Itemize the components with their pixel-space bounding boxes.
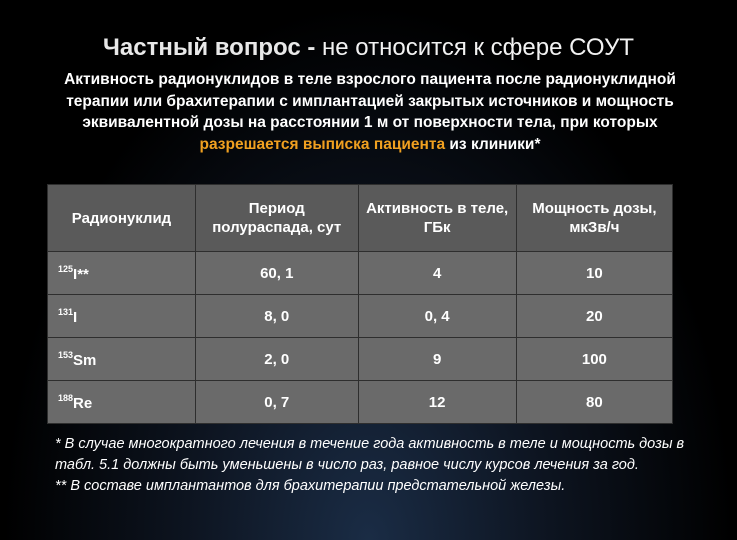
cell-dose-rate: 100 (516, 338, 672, 381)
radionuclide-table (47, 184, 673, 424)
element-symbol: Sm (73, 351, 97, 369)
cell-radionuclide (48, 252, 196, 295)
table-row (48, 338, 673, 381)
subtitle-highlight: разрешается выписка пациента (199, 135, 446, 153)
table-row (48, 252, 673, 295)
table-row (48, 295, 673, 338)
subtitle-before: Активность радионуклидов в теле взрослого пациента после радионуклидной терапии или брахитерапии с имплантацией закрытых источников и мощность эквивалентной дозы на расстоянии 1 м от поверхности тела, при которых (64, 71, 676, 131)
footnote-2: ** В составе имплантантов для брахитерапии предстательной железы. (55, 478, 566, 494)
table-row (48, 381, 673, 424)
cell-half-life: 8, 0 (195, 295, 358, 338)
header-half-life: Период полураспада, сут (195, 185, 358, 252)
title-bold: Частный вопрос - (103, 34, 316, 61)
cell-half-life: 2, 0 (195, 338, 358, 381)
table-header-row (48, 185, 673, 252)
mass-number: 153 (58, 349, 74, 360)
cell-activity: 0, 4 (358, 295, 516, 338)
element-symbol: Re (73, 394, 93, 412)
cell-activity: 12 (358, 381, 516, 424)
cell-dose-rate: 20 (516, 295, 672, 338)
cell-half-life: 0, 7 (195, 381, 358, 424)
cell-activity: 4 (358, 252, 516, 295)
slide-title (0, 34, 737, 62)
cell-activity: 9 (358, 338, 516, 381)
slide-subtitle (40, 69, 700, 155)
mass-number: 188 (58, 392, 74, 403)
header-dose-rate: Мощность дозы, мкЗв/ч (516, 185, 672, 252)
cell-dose-rate: 80 (516, 381, 672, 424)
element-symbol: I** (73, 265, 89, 283)
cell-half-life: 60, 1 (195, 252, 358, 295)
header-activity: Активность в теле, ГБк (358, 185, 516, 252)
footnotes (55, 434, 725, 497)
cell-dose-rate: 10 (516, 252, 672, 295)
cell-radionuclide (48, 295, 196, 338)
element-symbol: I (73, 308, 78, 326)
cell-radionuclide (48, 338, 196, 381)
subtitle-after: из клиники* (445, 135, 541, 153)
title-rest: не относится к сфере СОУТ (315, 34, 634, 61)
mass-number: 131 (58, 306, 74, 317)
mass-number: 125 (58, 263, 74, 274)
cell-radionuclide (48, 381, 196, 424)
footnote-1: * В случае многократного лечения в течение года активность в теле и мощность дозы в табл. 5.1 должны быть уменьшены в число раз, равное числу курсов лечения за год. (55, 436, 685, 473)
header-radionuclide: Радионуклид (48, 185, 196, 252)
